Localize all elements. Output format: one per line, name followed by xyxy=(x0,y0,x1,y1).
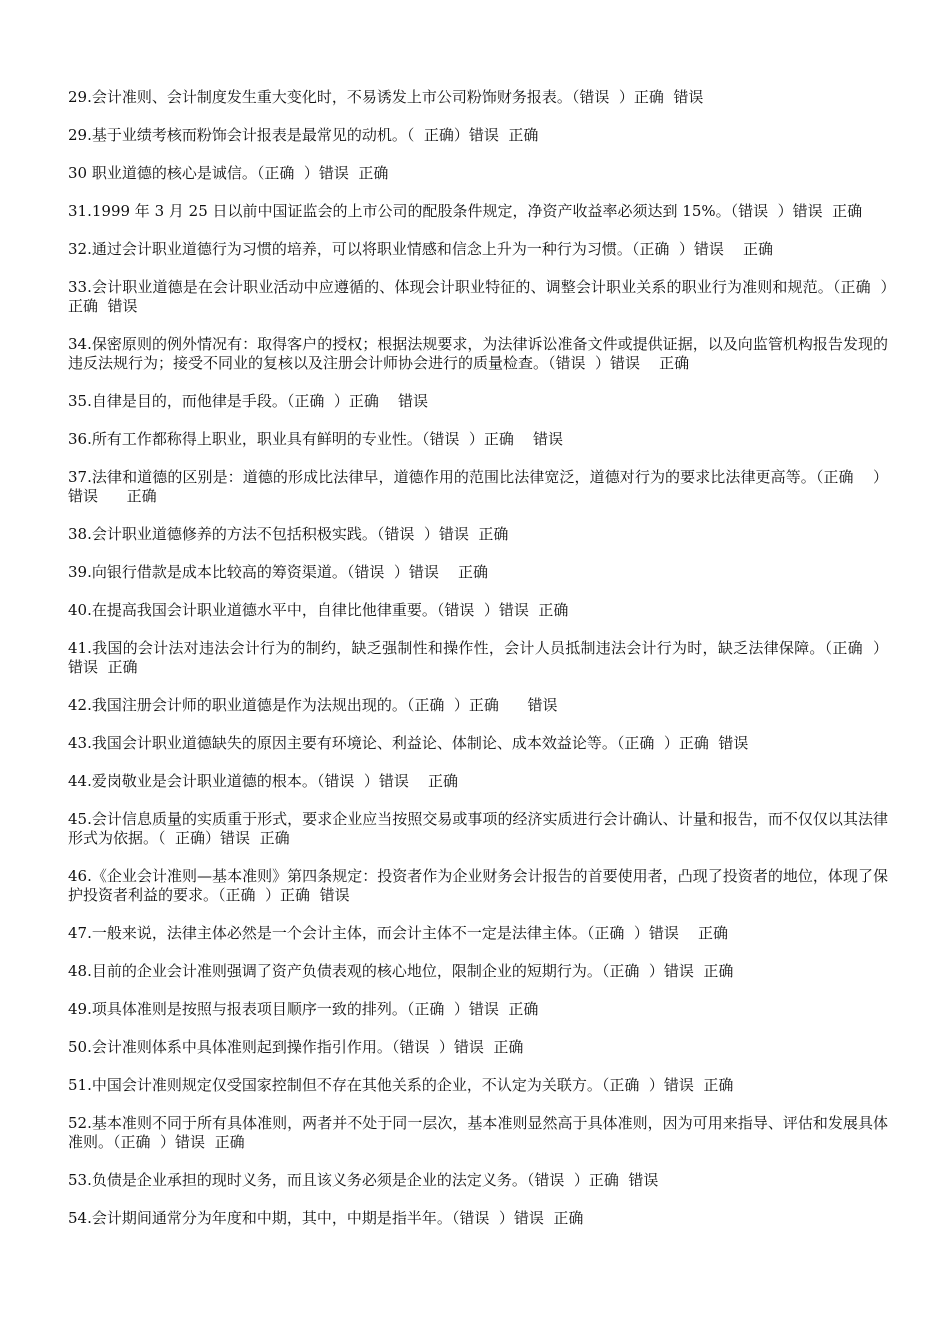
question-34: 34.保密原则的例外情况有：取得客户的授权；根据法规要求，为法律诉讼准备文件或提供证据，以及向监管机构报告发现的违反法规行为；接受不同业的复核以及注册会计师协会进行的质量检查。（错误 ）错误 正确 xyxy=(68,335,888,372)
question-54: 54.会计期间通常分为年度和中期，其中，中期是指半年。（错误 ）错误 正确 xyxy=(68,1209,584,1227)
question-39: 39.向银行借款是成本比较高的筹资渠道。（错误 ）错误 正确 xyxy=(68,563,488,581)
question-37: 37.法律和道德的区别是：道德的形成比法律早，道德作用的范围比法律宽泛，道德对行为的要求比法律更高等。（正确 ）错误 正确 xyxy=(68,468,888,505)
question-30: 30 职业道德的核心是诚信。（正确 ）错误 正确 xyxy=(68,164,389,182)
question-35: 35.自律是目的，而他律是手段。（正确 ）正确 错误 xyxy=(68,392,428,410)
document-page xyxy=(68,88,888,1247)
question-43: 43.我国会计职业道德缺失的原因主要有环境论、利益论、体制论、成本效益论等。（正确 ）正确 错误 xyxy=(68,734,749,752)
question-50: 50.会计准则体系中具体准则起到操作指引作用。（错误 ）错误 正确 xyxy=(68,1038,524,1056)
question-48: 48.目前的企业会计准则强调了资产负债表观的核心地位，限制企业的短期行为。（正确 ）错误 正确 xyxy=(68,962,734,980)
question-40: 40.在提高我国会计职业道德水平中，自律比他律重要。（错误 ）错误 正确 xyxy=(68,601,569,619)
question-32: 32.通过会计职业道德行为习惯的培养，可以将职业情感和信念上升为一种行为习惯。（正确 ）错误 正确 xyxy=(68,240,773,258)
question-47: 47.一般来说，法律主体必然是一个会计主体，而会计主体不一定是法律主体。（正确 ）错误 正确 xyxy=(68,924,728,942)
question-33: 33.会计职业道德是在会计职业活动中应遵循的、体现会计职业特征的、调整会计职业关系的职业行为准则和规范。（正确 ）正确 错误 xyxy=(68,278,888,315)
question-51: 51.中国会计准则规定仅受国家控制但不存在其他关系的企业，不认定为关联方。（正确 ）错误 正确 xyxy=(68,1076,734,1094)
question-44: 44.爱岗敬业是会计职业道德的根本。（错误 ）错误 正确 xyxy=(68,772,458,790)
question-45: 45.会计信息质量的实质重于形式，要求企业应当按照交易或事项的经济实质进行会计确认、计量和报告，而不仅仅以其法律形式为依据。（ 正确）错误 正确 xyxy=(68,810,888,847)
question-41: 41.我国的会计法对违法会计行为的制约，缺乏强制性和操作性，会计人员抵制违法会计行为时，缺乏法律保障。（正确 ）错误 正确 xyxy=(68,639,888,676)
question-36: 36.所有工作都称得上职业，职业具有鲜明的专业性。（错误 ）正确 错误 xyxy=(68,430,563,448)
question-31: 31.1999 年 3 月 25 日以前中国证监会的上市公司的配股条件规定，净资产收益率必须达到 15%。（错误 ）错误 正确 xyxy=(68,202,863,220)
question-53: 53.负债是企业承担的现时义务，而且该义务必须是企业的法定义务。（错误 ）正确 错误 xyxy=(68,1171,659,1189)
question-49: 49.项具体准则是按照与报表项目顺序一致的排列。（正确 ）错误 正确 xyxy=(68,1000,539,1018)
question-29a: 29.会计准则、会计制度发生重大变化时，不易诱发上市公司粉饰财务报表。（错误 ）正确 错误 xyxy=(68,88,704,106)
question-46: 46.《企业会计准则—基本准则》第四条规定：投资者作为企业财务会计报告的首要使用者，凸现了投资者的地位，体现了保护投资者利益的要求。（正确 ）正确 错误 xyxy=(68,867,888,904)
question-38: 38.会计职业道德修养的方法不包括积极实践。（错误 ）错误 正确 xyxy=(68,525,509,543)
question-52: 52.基本准则不同于所有具体准则，两者并不处于同一层次，基本准则显然高于具体准则，因为可用来指导、评估和发展具体准则。（正确 ）错误 正确 xyxy=(68,1114,888,1151)
question-29b: 29.基于业绩考核而粉饰会计报表是最常见的动机。（ 正确）错误 正确 xyxy=(68,126,539,144)
question-42: 42.我国注册会计师的职业道德是作为法规出现的。（正确 ）正确 错误 xyxy=(68,696,558,714)
